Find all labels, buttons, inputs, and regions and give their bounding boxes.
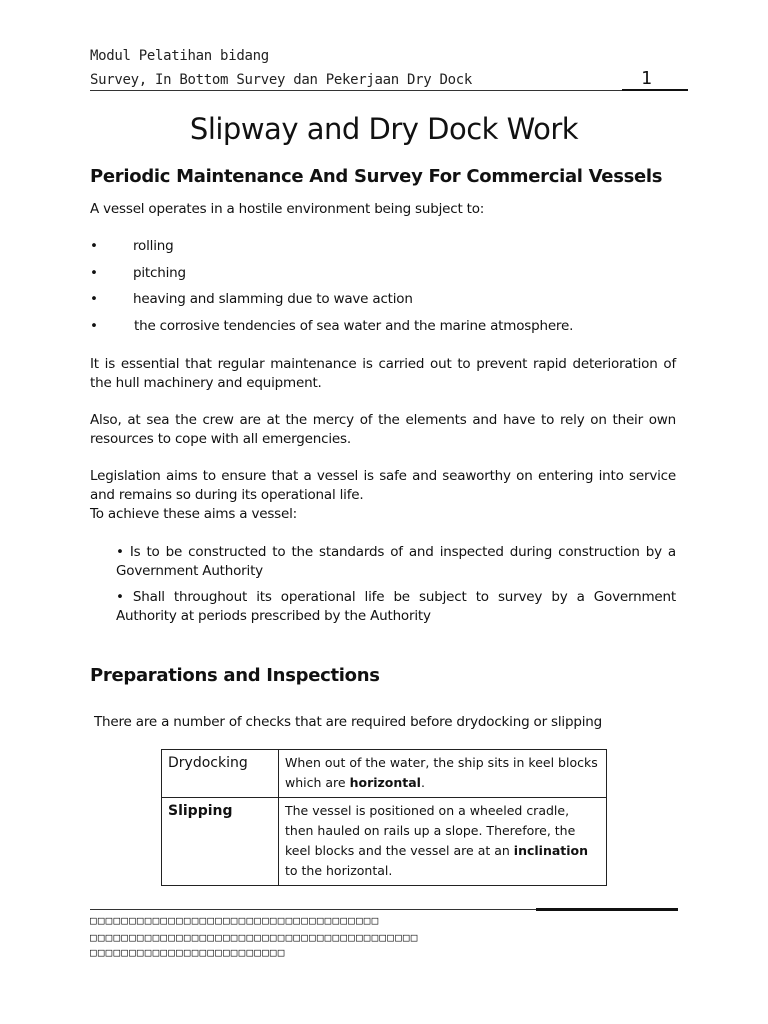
table-term: Drydocking — [162, 750, 279, 798]
footer-divider-thick — [536, 908, 678, 911]
sub-list-item — [116, 588, 676, 626]
header-divider — [90, 90, 688, 91]
page-number-underline — [622, 89, 688, 91]
list-item-text: the corrosive tendencies of sea water and the marine atmosphere. — [134, 318, 574, 334]
bullet-icon: • — [90, 265, 98, 281]
header-line-2: Survey, In Bottom Survey dan Pekerjaan Dry Dock — [90, 72, 473, 88]
paragraph-legislation: Legislation aims to ensure that a vessel is safe and seaworthy on entering into service and remains so during its operational life. — [90, 468, 676, 503]
paragraph-maintenance: It is essential that regular maintenance is carried out to prevent rapid deterioration of the hull machinery and equipment. — [90, 356, 676, 391]
table-description: The vessel is positioned on a wheeled cradle, then hauled on rails up a slope. Therefore, the keel blocks and the vessel are at an inclination to the horizontal. — [279, 798, 607, 886]
table-description: When out of the water, the ship sits in keel blocks which are horizontal. — [279, 750, 607, 798]
comparison-table — [161, 749, 607, 886]
list-item-text: rolling — [133, 238, 174, 254]
bullet-icon: • — [116, 544, 124, 560]
section-heading-preparations: Preparations and Inspections — [90, 665, 380, 686]
bullet-icon: • — [90, 291, 98, 307]
bullet-icon: • — [90, 318, 98, 334]
footer-line-3: □□□□□□□□□□□□□□□□□□□□□□□□□ — [90, 946, 286, 959]
page-number: 1 — [641, 68, 652, 89]
intro-paragraph: A vessel operates in a hostile environment being subject to: — [90, 201, 485, 217]
table-row — [162, 750, 607, 798]
header-line-1: Modul Pelatihan bidang — [90, 48, 269, 64]
bullet-icon: • — [116, 589, 124, 605]
bullet-icon: • — [90, 238, 98, 254]
sub-list-item-text: Shall throughout its operational life be subject to survey by a Government Authority at periods prescribed by the Authority — [116, 589, 676, 624]
footer-divider — [90, 909, 536, 910]
list-item-text: heaving and slamming due to wave action — [133, 291, 413, 307]
list-item-text: pitching — [133, 265, 186, 281]
table-row — [162, 798, 607, 886]
table-term: Slipping — [162, 798, 279, 886]
footer-line-2: □□□□□□□□□□□□□□□□□□□□□□□□□□□□□□□□□□□□□□□□□□ — [90, 931, 419, 944]
paragraph-crew: Also, at sea the crew are at the mercy of the elements and have to rely on their own resources to cope with all emergencies. — [90, 412, 676, 447]
checks-intro: There are a number of checks that are required before drydocking or slipping — [94, 714, 602, 730]
sub-list-item-text: Is to be constructed to the standards of and inspected during construction by a Government Authority — [116, 544, 676, 579]
section-heading-maintenance: Periodic Maintenance And Survey For Commercial Vessels — [90, 166, 663, 187]
footer-line-1: □□□□□□□□□□□□□□□□□□□□□□□□□□□□□□□□□□□□□ — [90, 914, 380, 927]
paragraph-aims: To achieve these aims a vessel: — [90, 506, 298, 522]
page-title: Slipway and Dry Dock Work — [189, 112, 579, 146]
sub-list-item — [116, 543, 676, 581]
